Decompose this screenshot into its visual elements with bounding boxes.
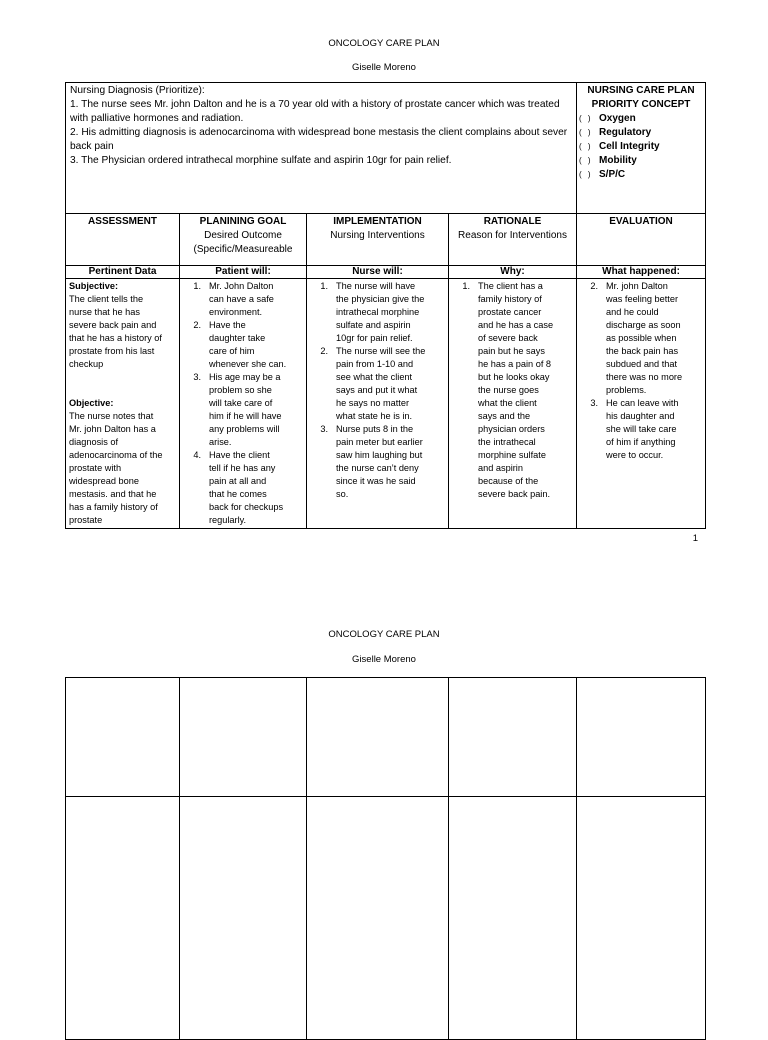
list-line: Mr. john Dalton [606, 281, 668, 291]
priority-option-cell-integrity[interactable]: ( ) Cell Integrity [579, 141, 660, 152]
author-name: Giselle Moreno [352, 62, 416, 73]
column-header-rationale: RATIONALE Reason for Interventions [449, 214, 577, 266]
list-text [478, 280, 571, 501]
blank-cell[interactable] [577, 678, 706, 797]
list-line: regularly. [209, 515, 247, 525]
list-line: of him if anything [606, 437, 676, 447]
objective-line: prostate with [69, 463, 122, 473]
list-line: intrathecal morphine [336, 307, 420, 317]
blank-cell[interactable] [66, 797, 180, 1040]
list-line: subdued and that [606, 359, 678, 369]
list-line: pain meter but earlier [336, 437, 423, 447]
priority-option-oxygen[interactable]: ( ) Oxygen [579, 113, 636, 124]
blank-cell[interactable] [180, 797, 307, 1040]
blank-cell[interactable] [66, 678, 180, 797]
blank-cell[interactable] [449, 797, 577, 1040]
list-line: pain but he says [478, 346, 545, 356]
list-line: she will take care [606, 424, 677, 434]
list-line: problem so she [209, 385, 272, 395]
list-number: 2. [193, 320, 201, 330]
list-line: what state he is in. [336, 411, 413, 421]
subjective-line: prostate from his last [69, 346, 155, 356]
list-line: of severe back [478, 333, 538, 343]
list-line: Nurse puts 8 in the [336, 424, 414, 434]
list-line: prostate cancer [478, 307, 542, 317]
diagnosis-heading: Nursing Diagnosis (Prioritize): [70, 85, 205, 96]
list-line: will take care of [209, 398, 273, 408]
list-line: was feeling better [606, 294, 679, 304]
list-line: care of him [209, 346, 255, 356]
list-line: says and the [478, 411, 531, 421]
list-number: 4. [193, 450, 201, 460]
evaluation-item [580, 397, 700, 462]
list-line: family history of [478, 294, 542, 304]
list-line: and aspirin [478, 463, 523, 473]
list-text [209, 371, 301, 449]
implementation-item [310, 280, 443, 345]
list-line: The client has a [478, 281, 543, 291]
subjective-line: checkup [69, 359, 104, 369]
objective-line: diagnosis of [69, 437, 119, 447]
subheader-what-happened: What happened: [577, 266, 706, 279]
evaluation-item [580, 280, 700, 397]
list-line: sulfate and aspirin [336, 320, 411, 330]
list-line: can have a safe [209, 294, 274, 304]
nursing-diagnosis-cell [66, 83, 577, 214]
list-text [336, 280, 443, 345]
page-number: 1 [692, 533, 698, 544]
list-number: 2. [320, 346, 328, 356]
implementation-cell [307, 279, 449, 529]
list-text [209, 319, 301, 371]
checkbox-icon[interactable]: ( ) [579, 170, 593, 179]
list-line: whenever she can. [209, 359, 287, 369]
list-text [209, 449, 301, 527]
assessment-cell [66, 279, 180, 529]
list-line: the nurse can’t deny [336, 463, 419, 473]
list-line: he says no matter [336, 398, 410, 408]
rationale-cell [449, 279, 577, 529]
list-line: see what the client [336, 372, 413, 382]
priority-concept-cell [577, 83, 706, 214]
list-number: 2. [590, 281, 599, 291]
list-line: pain at all and [209, 476, 267, 486]
list-line: since it was he said [336, 476, 416, 486]
list-line: environment. [209, 307, 263, 317]
list-line: severe back pain. [478, 489, 551, 499]
list-line: he has a pain of 8 [478, 359, 552, 369]
checkbox-icon[interactable]: ( ) [579, 128, 593, 137]
blank-cell[interactable] [180, 678, 307, 797]
subjective-line: The client tells the [69, 294, 144, 304]
list-line: The nurse will see the [336, 346, 426, 356]
list-line: Have the [209, 320, 246, 330]
blank-cell[interactable] [307, 797, 449, 1040]
planning-cell [180, 279, 307, 529]
list-line: but he looks okay [478, 372, 550, 382]
list-number: 1. [462, 281, 470, 291]
list-line: Have the client [209, 450, 270, 460]
list-line: any problems will [209, 424, 280, 434]
list-line: and he has a case [478, 320, 554, 330]
blank-cell[interactable] [577, 797, 706, 1040]
list-line: were to occur. [606, 450, 664, 460]
list-number: 1. [193, 281, 201, 291]
planning-item [183, 449, 301, 527]
list-line: pain from 1-10 and [336, 359, 414, 369]
objective-line: has a family history of [69, 502, 158, 512]
list-text [336, 423, 443, 501]
list-line: tell if he has any [209, 463, 276, 473]
implementation-item [310, 423, 443, 501]
priority-title: NURSING CARE PLAN [587, 85, 695, 96]
blank-cell[interactable] [307, 678, 449, 797]
care-plan-table [65, 82, 706, 529]
list-line: physician orders [478, 424, 545, 434]
list-line: him if he will have [209, 411, 282, 421]
diagnosis-item: 1. The nurse sees Mr. john Dalton and he is a 70 year old with a history of prostate cancer which was treated with palliative hormones and radiation. [70, 99, 560, 124]
list-line: Mr. John Dalton [209, 281, 274, 291]
list-number: 1. [320, 281, 328, 291]
list-line: morphine sulfate [478, 450, 546, 460]
diagnosis-item: 2. His admitting diagnosis is adenocarcinoma with widespread bone mestasis the client complains about sever back pain [70, 127, 568, 152]
planning-item [183, 371, 301, 449]
diagnosis-item: 3. The Physician ordered intrathecal morphine sulfate and aspirin 10gr for pain relief. [70, 155, 452, 166]
objective-line: mestasis. and that he [69, 489, 157, 499]
list-text [606, 280, 700, 397]
page2-title: ONCOLOGY CARE PLAN [328, 629, 440, 640]
subheader-nurse-will: Nurse will: [307, 266, 449, 279]
list-line: there was no more [606, 372, 683, 382]
list-line: problems. [606, 385, 647, 395]
spacer [69, 371, 176, 397]
subjective-line: that he has a history of [69, 333, 162, 343]
list-line: his daughter and [606, 411, 675, 421]
list-line: back for checkups [209, 502, 284, 512]
list-line: saw him laughing but [336, 450, 423, 460]
priority-option-regulatory[interactable]: ( ) Regulatory [579, 127, 652, 138]
column-header-implementation: IMPLEMENTATION Nursing Interventions [307, 214, 449, 266]
priority-option-mobility[interactable]: ( ) Mobility [579, 155, 637, 166]
list-line: because of the [478, 476, 539, 486]
list-number: 3. [590, 398, 599, 408]
list-text [606, 397, 700, 462]
list-line: the back pain has [606, 346, 679, 356]
page2-author: Giselle Moreno [352, 654, 416, 665]
list-line: His age may be a [209, 372, 281, 382]
checkbox-icon[interactable]: ( ) [579, 156, 593, 165]
list-line: that he comes [209, 489, 267, 499]
list-line: daughter take [209, 333, 266, 343]
blank-care-plan-table [65, 677, 706, 1040]
list-line: discharge as soon [606, 320, 681, 330]
list-line: the nurse goes [478, 385, 539, 395]
list-text [336, 345, 443, 423]
objective-line: The nurse notes that [69, 411, 154, 421]
list-line: The nurse will have [336, 281, 416, 291]
list-line: says and put it what [336, 385, 418, 395]
list-line: as possible when [606, 333, 677, 343]
objective-line: adenocarcinoma of the [69, 450, 163, 460]
implementation-item [310, 345, 443, 423]
rationale-item [452, 280, 571, 501]
subheader-why: Why: [449, 266, 577, 279]
blank-cell[interactable] [449, 678, 577, 797]
planning-item [183, 280, 301, 319]
subheader-pertinent-data: Pertinent Data [66, 266, 180, 279]
priority-subtitle: PRIORITY CONCEPT [591, 99, 691, 110]
column-header-planning-goal: PLANINING GOAL Desired Outcome (Specific/Measureable [180, 214, 307, 266]
planning-item [183, 319, 301, 371]
subjective-line: severe back pain and [69, 320, 157, 330]
subheader-patient-will: Patient will: [180, 266, 307, 279]
objective-line: prostate [69, 515, 103, 525]
objective-label: Objective: [69, 398, 114, 408]
column-header-evaluation: EVALUATION [577, 214, 706, 266]
subjective-label: Subjective: [69, 281, 119, 291]
list-line: so. [336, 489, 349, 499]
list-line: what the client [478, 398, 537, 408]
list-text [209, 280, 301, 319]
subjective-line: nurse that he has [69, 307, 140, 317]
checkbox-icon[interactable]: ( ) [579, 142, 593, 151]
objective-line: Mr. john Dalton has a [69, 424, 156, 434]
list-line: and he could [606, 307, 659, 317]
list-line: 10gr for pain relief. [336, 333, 413, 343]
objective-line: widespread bone [69, 476, 139, 486]
list-line: arise. [209, 437, 232, 447]
list-line: the physician give the [336, 294, 425, 304]
column-header-assessment: ASSESSMENT [66, 214, 180, 266]
checkbox-icon[interactable]: ( ) [579, 114, 593, 123]
list-line: the intrathecal [478, 437, 536, 447]
priority-option-spc[interactable]: ( ) S/P/C [579, 169, 626, 180]
list-number: 3. [193, 372, 201, 382]
evaluation-cell [577, 279, 706, 529]
list-line: He can leave with [606, 398, 679, 408]
page-title: ONCOLOGY CARE PLAN [328, 38, 440, 49]
list-number: 3. [320, 424, 328, 434]
